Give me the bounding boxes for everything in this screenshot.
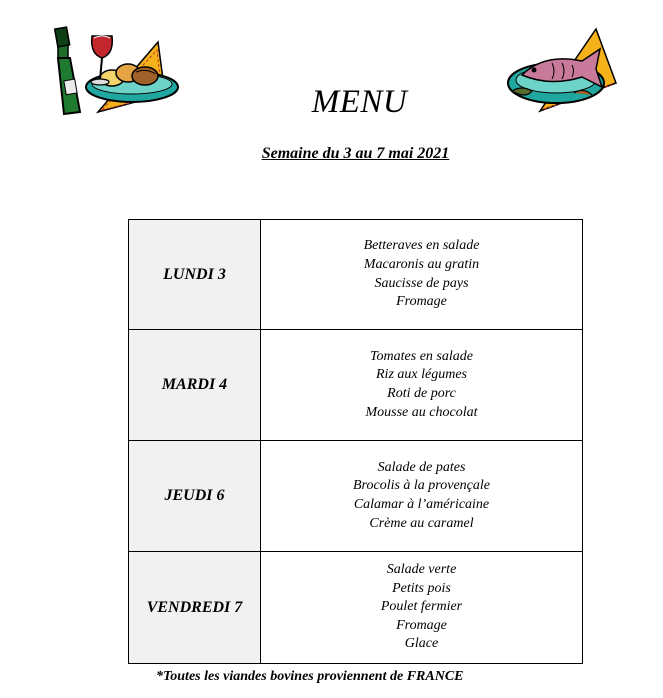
dish-item: Glace <box>404 636 439 652</box>
table-row <box>129 330 583 441</box>
week-subtitle: Semaine du 3 au 7 mai 2021 <box>261 145 450 162</box>
dish-item: Poulet fermier <box>380 599 463 615</box>
dishes-cell <box>261 220 583 330</box>
dish-item: Saucisse de pays <box>374 275 469 291</box>
day-label: MARDI 4 <box>129 330 261 441</box>
dish-item: Salade verte <box>386 562 457 578</box>
day-label: VENDREDI 7 <box>129 552 261 664</box>
dish-item: Calamar à l’américaine <box>353 497 490 512</box>
dish-item: Tomates en salade <box>370 348 473 364</box>
dishes-cell <box>261 330 583 441</box>
dish-item: Fromage <box>396 294 447 310</box>
day-label: LUNDI 3 <box>129 220 261 330</box>
dish-item: Mousse au chocolat <box>365 404 478 420</box>
dish-item: Riz aux légumes <box>376 367 467 383</box>
dishes-cell <box>261 552 583 664</box>
dish-item: Roti de porc <box>387 386 456 401</box>
dishes-cell <box>261 441 583 552</box>
dish-item: Salade de pates <box>377 459 466 475</box>
page-title: MENU <box>311 84 408 120</box>
dish-item: Betteraves en salade <box>363 238 480 254</box>
dish-item: Macaronis au gratin <box>363 256 480 272</box>
dish-item: Petits pois <box>392 580 451 596</box>
menu-table <box>128 219 583 664</box>
dish-item: Fromage <box>396 617 447 633</box>
dish-item: Brocolis à la provençale <box>353 478 490 494</box>
table-row <box>129 441 583 552</box>
dish-item: Crème au caramel <box>369 515 474 531</box>
day-label: JEUDI 6 <box>129 441 261 552</box>
table-row <box>129 552 583 664</box>
footnote: *Toutes les viandes bovines proviennent de FRANCE <box>156 669 464 684</box>
table-row <box>129 220 583 330</box>
